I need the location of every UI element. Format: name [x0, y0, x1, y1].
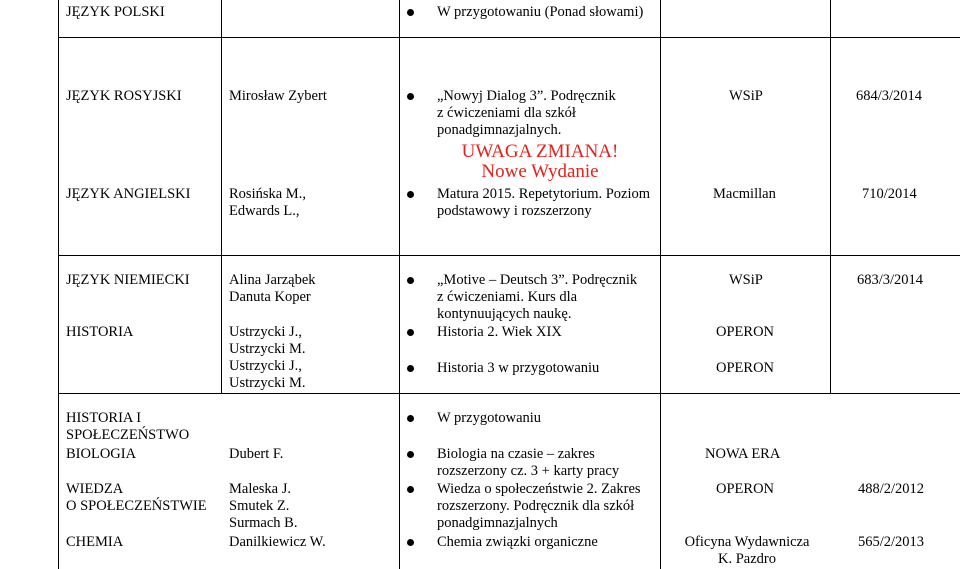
- publisher-historia-2: OPERON: [716, 324, 775, 340]
- column-divider-author: [221, 0, 222, 393]
- bullet-icon: [407, 365, 414, 372]
- table-border-left: [58, 0, 59, 569]
- list-item: Historia 2. Wiek XIX: [437, 324, 562, 341]
- column-divider-publisher: [660, 0, 661, 569]
- publisher-niemiecki: WSiP: [729, 272, 763, 288]
- bullet-icon: [407, 93, 414, 100]
- list-item: W przygotowaniu (Ponad słowami): [437, 4, 643, 21]
- subject-chemia: CHEMIA: [66, 534, 124, 550]
- publisher-historia-3: OPERON: [716, 360, 775, 376]
- subject-niemiecki: JĘZYK NIEMIECKI: [66, 272, 190, 288]
- new-edition-notice: Nowe Wydanie: [481, 161, 599, 182]
- publisher-angielski: Macmillan: [713, 186, 776, 202]
- bullet-icon: [407, 539, 414, 546]
- column-divider-approval: [830, 0, 831, 393]
- column-divider-textbook: [399, 0, 400, 569]
- approval-wiedza: 488/2/2012: [858, 481, 925, 497]
- author-historia: Ustrzycki J., Ustrzycki M. Ustrzycki J., Ustrzycki M.: [229, 324, 306, 391]
- subject-rosyjski: JĘZYK ROSYJSKI: [66, 88, 182, 104]
- approval-chemia: 565/2/2013: [858, 534, 925, 550]
- bullet-icon: [407, 486, 414, 493]
- author-chemia: Danilkiewicz W.: [229, 534, 326, 550]
- list-item: W przygotowaniu: [437, 410, 541, 427]
- author-niemiecki: Alina Jarząbek Danuta Koper: [229, 272, 316, 305]
- author-rosyjski: Mirosław Zybert: [229, 88, 327, 104]
- subject-historia-i-spoleczenstwo: HISTORIA I SPOŁECZEŃSTWO: [66, 410, 190, 443]
- publisher-chemia: Oficyna Wydawnicza K. Pazdro: [684, 534, 810, 567]
- list-item: „Motive – Deutsch 3”. Podręcznik z ćwiczeniami. Kurs dla kontynuujących naukę.: [437, 272, 637, 323]
- bullet-icon: [407, 9, 414, 16]
- row-divider: [58, 37, 960, 38]
- subject-biologia: BIOLOGIA: [66, 446, 137, 462]
- list-item: Wiedza o społeczeństwie 2. Zakres rozszerzony. Podręcznik dla szkół ponadgimnazjalnych: [437, 481, 641, 532]
- publisher-wiedza: OPERON: [716, 481, 775, 497]
- list-item: Chemia związki organiczne: [437, 534, 598, 551]
- approval-rosyjski: 684/3/2014: [856, 88, 923, 104]
- bullet-icon: [407, 191, 414, 198]
- bullet-icon: [407, 415, 414, 422]
- author-biologia: Dubert F.: [229, 446, 284, 462]
- publisher-biologia: NOWA ERA: [705, 446, 781, 462]
- list-item: „Nowyj Dialog 3”. Podręcznik z ćwiczeniami dla szkół ponadgimnazjalnych.: [437, 88, 616, 139]
- approval-niemiecki: 683/3/2014: [857, 272, 924, 288]
- bullet-icon: [407, 277, 414, 284]
- bullet-icon: [407, 451, 414, 458]
- row-divider: [58, 255, 960, 256]
- publisher-rosyjski: WSiP: [729, 88, 763, 104]
- list-item: Historia 3 w przygotowaniu: [437, 360, 599, 377]
- change-notice: UWAGA ZMIANA!: [461, 141, 619, 162]
- approval-angielski: 710/2014: [862, 186, 917, 202]
- subject-polski: JĘZYK POLSKI: [66, 4, 165, 20]
- author-wiedza: Maleska J. Smutek Z. Surmach B.: [229, 481, 298, 531]
- row-divider: [58, 393, 960, 394]
- list-item: Matura 2015. Repetytorium. Poziom podstawowy i rozszerzony: [437, 186, 650, 220]
- author-angielski: Rosińska M., Edwards L.,: [229, 186, 306, 219]
- list-item: Biologia na czasie – zakres rozszerzony cz. 3 + karty pracy: [437, 446, 619, 480]
- bullet-icon: [407, 329, 414, 336]
- subject-historia: HISTORIA: [66, 324, 134, 340]
- subject-angielski: JĘZYK ANGIELSKI: [66, 186, 191, 202]
- subject-wiedza: WIEDZA O SPOŁECZEŃSTWIE: [66, 481, 207, 514]
